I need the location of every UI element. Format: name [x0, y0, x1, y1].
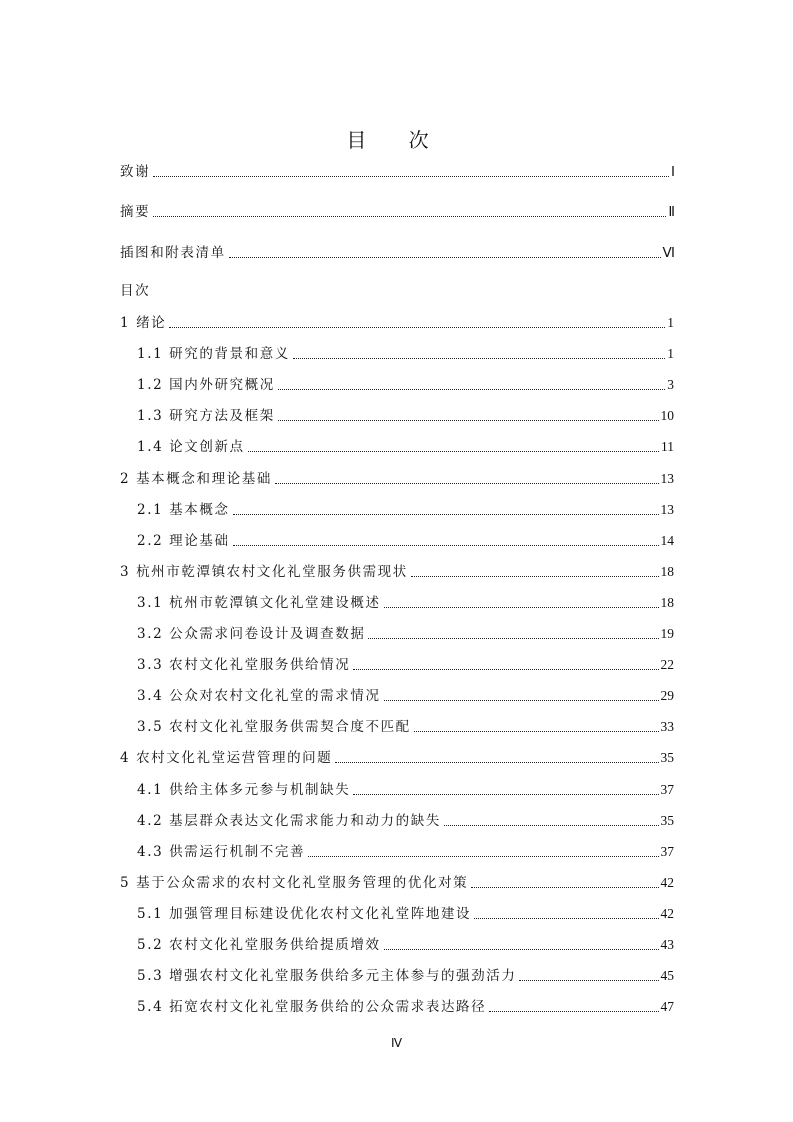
- toc-entry[interactable]: [120, 749, 674, 767]
- leader-dots: [248, 450, 659, 452]
- leader-dots: [411, 575, 659, 577]
- toc-entry[interactable]: [137, 345, 674, 363]
- toc-entry[interactable]: [137, 967, 674, 985]
- leader-dots: [444, 824, 659, 826]
- toc-entry-page: 1: [667, 346, 674, 361]
- toc-entry-label: 4.3 供需运行机制不完善: [137, 844, 306, 860]
- toc-entry-page: 22: [660, 657, 674, 672]
- leader-dots: [308, 855, 658, 857]
- toc-entry-label: 2 基本概念和理论基础: [120, 471, 272, 487]
- toc-entry-label: 3.4 公众对农村文化礼堂的需求情况: [137, 688, 381, 704]
- leader-dots: [293, 357, 665, 359]
- toc-entry[interactable]: [137, 905, 674, 923]
- toc-entry-page: 19: [660, 626, 674, 641]
- toc-entry-page: 18: [660, 595, 674, 610]
- toc-entry[interactable]: [137, 998, 674, 1016]
- toc-entry-label: 插图和附表清单: [120, 245, 226, 261]
- toc-entry-page: 14: [660, 533, 674, 548]
- toc-entry-label: 1.3 研究方法及框架: [137, 408, 275, 424]
- toc-entry-page: 1: [667, 315, 674, 330]
- leader-dots: [353, 793, 658, 795]
- leader-dots: [275, 482, 659, 484]
- page-number: Ⅳ: [390, 1036, 403, 1050]
- toc-entry-label: 3.2 公众需求问卷设计及调查数据: [137, 626, 366, 642]
- toc-entry-label: 致谢: [120, 164, 151, 180]
- toc-entry[interactable]: [137, 718, 674, 736]
- leader-dots: [278, 419, 659, 421]
- toc-entry-label: 4.1 供给主体多元参与机制缺失: [137, 782, 351, 798]
- leader-dots: [384, 699, 659, 701]
- toc-entry-label: 1.1 研究的背景和意义: [137, 346, 290, 362]
- toc-entry[interactable]: [137, 843, 674, 861]
- toc-entry-label: 3.3 农村文化礼堂服务供给情况: [137, 657, 351, 673]
- toc-entry-page: Ⅵ: [662, 245, 675, 260]
- toc-entry-label: 3.1 杭州市乾潭镇文化礼堂建设概述: [137, 595, 381, 611]
- toc-entry[interactable]: [137, 376, 674, 394]
- toc-entry-label: 1 绪论: [120, 315, 167, 331]
- toc-entry-page: 37: [660, 782, 674, 797]
- toc-entry[interactable]: [137, 656, 674, 674]
- toc-entry-page: 3: [667, 377, 674, 392]
- toc-entry-acknowledgement[interactable]: [120, 163, 675, 181]
- toc-entry-page: 45: [660, 968, 674, 983]
- leader-dots: [414, 730, 659, 732]
- toc-entry[interactable]: [137, 594, 674, 612]
- leader-dots: [474, 917, 658, 919]
- leader-dots: [278, 388, 665, 390]
- toc-entry-page: 35: [660, 813, 674, 828]
- toc-entry-page: 10: [660, 408, 674, 423]
- toc-entry-label: 2.2 理论基础: [137, 533, 230, 549]
- toc-entry[interactable]: [120, 470, 674, 488]
- toc-entry-label: 1.4 论文创新点: [137, 439, 245, 455]
- page-title: 目 次: [346, 128, 447, 152]
- leader-dots: [229, 256, 661, 258]
- toc-entry[interactable]: [137, 532, 674, 550]
- toc-entry-page: 42: [660, 906, 674, 921]
- toc-heading: 目次: [120, 283, 151, 299]
- toc-entry[interactable]: [137, 781, 674, 799]
- leader-dots: [519, 979, 658, 981]
- toc-entry-label: 5 基于公众需求的农村文化礼堂服务管理的优化对策: [120, 875, 469, 891]
- toc-entry-abstract[interactable]: [120, 203, 675, 221]
- toc-entry-page: 47: [660, 999, 674, 1014]
- toc-entry-label: 3 杭州市乾潭镇农村文化礼堂服务供需现状: [120, 564, 408, 580]
- toc-entry-page: Ⅱ: [668, 204, 675, 219]
- toc-entry[interactable]: [137, 936, 674, 954]
- toc-entry-page: 35: [660, 750, 674, 765]
- toc-entry-label: 5.3 增强农村文化礼堂服务供给多元主体参与的强劲活力: [137, 968, 517, 984]
- toc-entry-figures-tables[interactable]: [120, 244, 675, 262]
- leader-dots: [368, 637, 658, 639]
- toc-entry-page: 42: [660, 875, 674, 890]
- leader-dots: [489, 1010, 658, 1012]
- toc-entry-page: 13: [660, 471, 674, 486]
- toc-entry[interactable]: [137, 687, 674, 705]
- toc-entry-label: 1.2 国内外研究概况: [137, 377, 275, 393]
- leader-dots: [169, 326, 665, 328]
- leader-dots: [153, 175, 669, 177]
- toc-entry[interactable]: [137, 438, 674, 456]
- leader-dots: [471, 886, 658, 888]
- leader-dots: [233, 544, 659, 546]
- toc-entry-label: 4.2 基层群众表达文化需求能力和动力的缺失: [137, 813, 441, 829]
- toc-entry-label: 摘要: [120, 204, 151, 220]
- leader-dots: [384, 948, 659, 950]
- toc-entry[interactable]: [120, 314, 674, 332]
- toc-entry[interactable]: [120, 563, 674, 581]
- toc-entry[interactable]: [137, 812, 674, 830]
- toc-entry-label: 5.4 拓宽农村文化礼堂服务供给的公众需求表达路径: [137, 999, 487, 1015]
- toc-entry[interactable]: [137, 625, 674, 643]
- toc-entry-page: 29: [660, 688, 674, 703]
- toc-entry[interactable]: [137, 501, 674, 519]
- toc-entry-label: 5.1 加强管理目标建设优化农村文化礼堂阵地建设: [137, 906, 472, 922]
- toc-entry-label: 5.2 农村文化礼堂服务供给提质增效: [137, 937, 381, 953]
- leader-dots: [353, 668, 658, 670]
- toc-entry-page: 18: [660, 564, 674, 579]
- leader-dots: [384, 606, 659, 608]
- toc-entry-page: 43: [660, 937, 674, 952]
- toc-entry-page: 11: [661, 439, 674, 454]
- leader-dots: [153, 215, 666, 217]
- leader-dots: [233, 513, 659, 515]
- toc-entry-page: Ⅰ: [671, 164, 675, 179]
- toc-entry-page: 13: [660, 502, 674, 517]
- toc-entry-label: 4 农村文化礼堂运营管理的问题: [120, 750, 333, 766]
- toc-entry-label: 3.5 农村文化礼堂服务供需契合度不匹配: [137, 719, 411, 735]
- toc-entry-page: 33: [660, 719, 674, 734]
- toc-entry-label: 2.1 基本概念: [137, 502, 230, 518]
- toc-entry[interactable]: [137, 407, 674, 425]
- toc-entry-page: 37: [660, 844, 674, 859]
- leader-dots: [335, 761, 658, 763]
- toc-entry[interactable]: [120, 874, 674, 892]
